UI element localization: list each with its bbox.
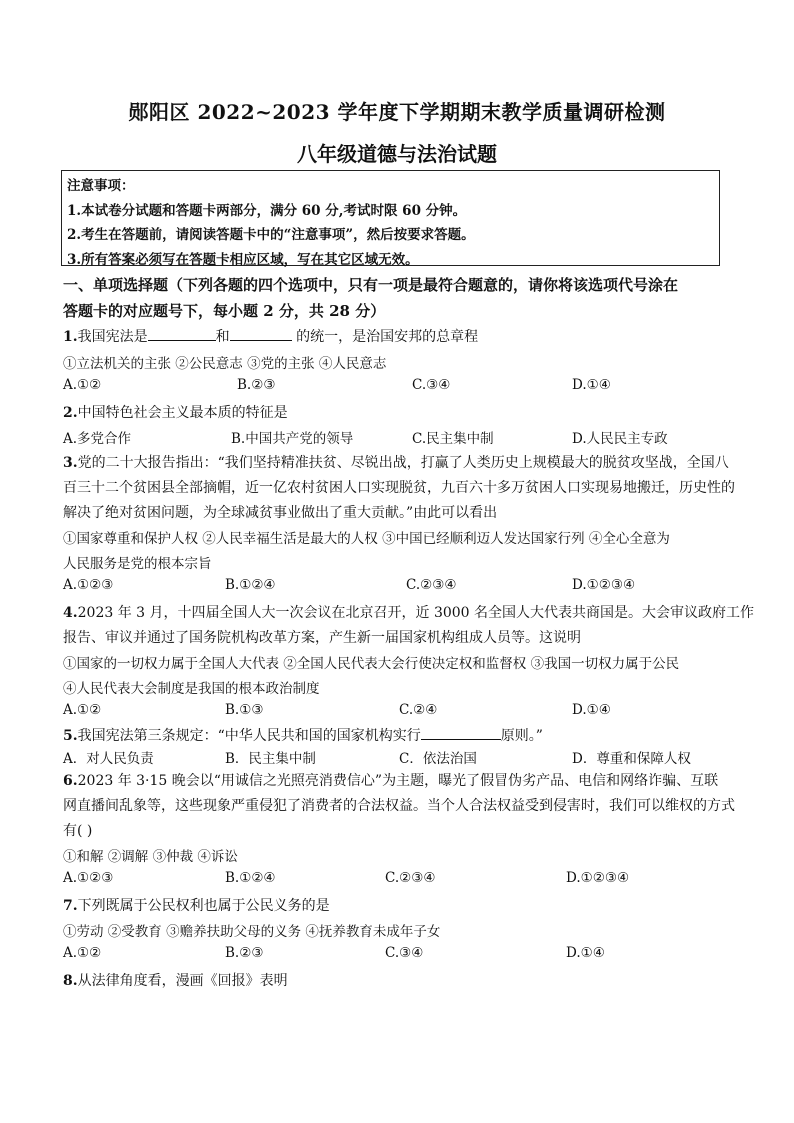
question-3-stems-line1: ①国家尊重和保护人权 ②人民幸福生活是最大的人权 ③中国已经顺利迈人发达国家行列 ④全心全意为 [63,531,670,547]
option-d: D.①④ [572,377,611,393]
question-7: 7.下列既属于公民权利也属于公民义务的是 [63,898,330,914]
option-d: D．尊重和保障人权 [572,751,691,767]
question-5: 5.我国宪法第三条规定：“中华人民共和国的国家机构实行 原则。” [63,725,543,745]
option-b: B.①②④ [225,577,276,593]
notice-item: 2.考生在答题前，请阅读答题卡中的“注意事项”，然后按要求答题。 [67,227,475,243]
option-c: C.③④ [385,945,424,961]
option-b: B.②③ [237,377,276,393]
exam-title: 郧阳区 2022~2023 学年度下学期期末教学质量调研检测 [128,100,666,124]
question-4-line1: 4.2023 年 3 月，十四届全国人大一次会议在北京召开，近 3000 名全国人大代表共商国是。大会审议政府工作 [63,605,755,621]
answer-blank [230,326,292,341]
question-number: 6. [63,773,78,789]
section-heading-line2: 答题卡的对应题号下，每小题 2 分，共 28 分） [63,302,386,320]
option-d: D.①④ [566,945,605,961]
option-c: C.民主集中制 [412,431,494,447]
question-6-line1: 6.2023 年 3·15 晚会以“用诚信之光照亮消费信心”为主题，曝光了假冒伪劣产品、电信和网络诈骗、互联 [63,773,719,789]
option-c: C.②③④ [406,577,457,593]
option-b: B.①②④ [225,870,276,886]
option-d: D.①④ [572,702,611,718]
option-d: D.①②③④ [572,577,636,593]
option-d: D.人民民主专政 [572,431,668,447]
question-3-line2: 百三十二个贫困县全部摘帽，近一亿农村贫困人口实现脱贫，九百六十多万贫困人口实现易地搬迁，历史性的 [63,480,735,496]
question-1: 1.我国宪法是 和 的统一，是治国安邦的总章程 [63,326,478,346]
question-number: 7. [63,898,78,914]
option-c: C.②④ [399,702,438,718]
question-1-stems: ①立法机关的主张 ②公民意志 ③党的主张 ④人民意志 [63,356,387,372]
question-3-stems-line2: 人民服务是党的根本宗旨 [63,556,212,572]
option-b: B.中国共产党的领导 [231,431,354,447]
option-b: B.②③ [225,945,264,961]
question-number: 1. [63,329,78,345]
section-heading-line1: 一、单项选择题（下列各题的四个选项中，只有一项是最符合题意的，请你将该选项代号涂在 [63,276,679,294]
notice-box [61,170,720,266]
option-a: A.多党合作 [63,431,132,447]
question-6-stems: ①和解 ②调解 ③仲裁 ④诉讼 [63,849,238,865]
question-2: 2.中国特色社会主义最本质的特征是 [63,405,288,421]
notice-heading: 注意事项： [67,178,135,194]
question-7-stems: ①劳动 ②受教育 ③赡养扶助父母的义务 ④抚养教育未成年子女 [63,924,441,940]
option-d: D.①②③④ [566,870,630,886]
option-c: C.②③④ [385,870,436,886]
question-6-line2: 网直播间乱象等，这些现象严重侵犯了消费者的合法权益。当个人合法权益受到侵害时，我们可以维权的方式 [63,798,735,814]
option-c: C．依法治国 [399,751,477,767]
answer-blank [148,326,216,341]
option-b: B.①③ [225,702,264,718]
question-number: 5. [63,728,78,744]
notice-item: 1.本试卷分试题和答题卡两部分，满分 60 分,考试时限 60 分钟。 [67,202,467,219]
option-c: C.③④ [412,377,451,393]
question-4-stems-line1: ①国家的一切权力属于全国人大代表 ②全国人民代表大会行使决定权和监督权 ③我国一切权力属于公民 [63,656,680,672]
question-number: 4. [63,605,78,621]
notice-item: 3.所有答案必须写在答题卡相应区域，写在其它区域无效。 [67,251,419,268]
question-8: 8.从法律角度看，漫画《回报》表明 [63,973,288,989]
question-number: 2. [63,405,78,421]
question-number: 8. [63,973,78,989]
option-a: A.①② [63,377,102,393]
question-number: 3. [63,455,78,471]
question-4-line2: 报告、审议并通过了国务院机构改革方案，产生新一届国家机构组成人员等。这说明 [63,630,581,646]
question-4-stems-line2: ④人民代表大会制度是我国的根本政治制度 [63,681,320,697]
option-a: A.①② [63,702,102,718]
question-3-line1: 3.党的二十大报告指出：“我们坚持精准扶贫、尽锐出战，打赢了人类历史上规模最大的脱贫攻坚战，全国八 [63,455,729,471]
option-a: A.①② [63,945,102,961]
option-b: B．民主集中制 [225,751,316,767]
answer-blank [421,725,501,740]
question-6-line3: 有( ) [63,823,93,839]
option-a: A.①②③ [63,577,114,593]
exam-subtitle: 八年级道德与法治试题 [297,142,497,166]
question-3-line3: 解决了绝对贫困问题，为全球减贫事业做出了重大贡献。”由此可以看出 [63,505,498,521]
option-a: A.①②③ [63,870,114,886]
option-a: A．对人民负责 [63,751,154,767]
